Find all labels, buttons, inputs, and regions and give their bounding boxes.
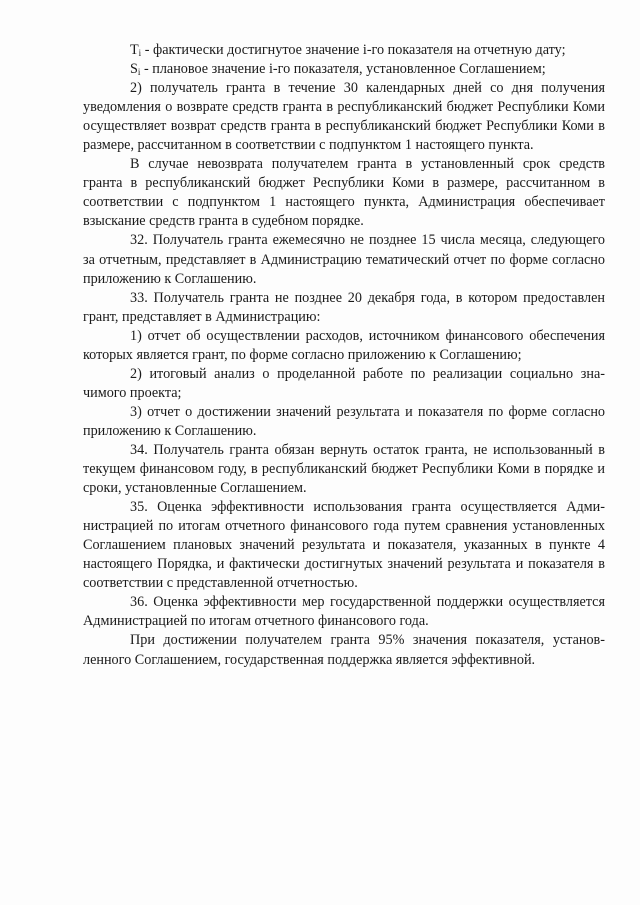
formula-term-actual <box>83 41 605 60</box>
formula-symbol: T <box>130 42 139 58</box>
formula-term-text: - плановое значение i-го показателя, установленное Соглашением; <box>140 61 546 78</box>
paragraph-34: 34. Получатель гранта обязан вернуть остаток гранта, не использованный в текущем финансовом году, в республиканский бюджет Республики Коми в порядке и сроки, установленные Соглашением. <box>83 441 605 497</box>
paragraph-efficiency: При достижении получателем гранта 95% значения показателя, установленного Соглашением, государственная поддержка является эффективной. <box>83 632 605 668</box>
paragraph-33-item-3: 3) отчет о достижении значений результата и показателя по форме согласно приложению к Соглашению. <box>83 403 605 439</box>
paragraph-36: 36. Оценка эффективности мер государственной поддержки осуществляется Администрацией по итогам отчетного финансового года. <box>83 594 605 630</box>
formula-symbol: S <box>130 61 138 78</box>
paragraph-35: 35. Оценка эффективности использования гранта осуществляется Администрацией по итогам отчетного финансового года путем сравнения установленных Соглашением плановых значений результата и показателя, указанных в пункте 4 настоящего Порядка, и фактически достигнутых значений результата и показателя в соответствии с представленной отчетностью. <box>83 499 605 592</box>
formula-subscript: i <box>137 67 141 78</box>
paragraph-subpoint-2: 2) получатель гранта в течение 30 календарных дней со дня получения уведомления о возврате средств гранта в республиканский бюджет Республики Коми осуществляет возврат средств гранта в республиканский бюджет Республики Коми в размере, рассчитанном в соответствии с подпунктом 1 настоящего пункта. <box>83 80 605 154</box>
paragraph-32: 32. Получатель гранта ежемесячно не позднее 15 числа месяца, следующего за отчетным, представляет в Администрацию тематический отчет по форме согласно приложению к Соглашению. <box>83 232 605 287</box>
formula-term-planned <box>83 60 605 79</box>
formula-term-text: - фактически достигнутое значение i-го показателя на отчетную дату; <box>141 42 566 58</box>
formula-subscript: i <box>138 48 142 58</box>
document-body <box>83 41 605 670</box>
paragraph-33-item-2: 2) итоговый анализ о проделанной работе по реализации социально значимого проекта; <box>83 365 605 401</box>
paragraph-33-item-1: 1) отчет об осуществлении расходов, источником финансового обеспечения которых является грант, по форме согласно приложению к Соглашению; <box>83 327 605 363</box>
paragraph-non-return: В случае невозврата получателем гранта в установленный срок средств гранта в республиканский бюджет Республики Коми в размере, рассчитанном в соответствии с подпунктом 1 настоящего пункта, Администрация обеспечивает взыскание средств гранта в судебном порядке. <box>83 156 605 230</box>
paragraph-33: 33. Получатель гранта не позднее 20 декабря года, в котором предоставлен грант, представляет в Администрацию: <box>83 289 605 325</box>
